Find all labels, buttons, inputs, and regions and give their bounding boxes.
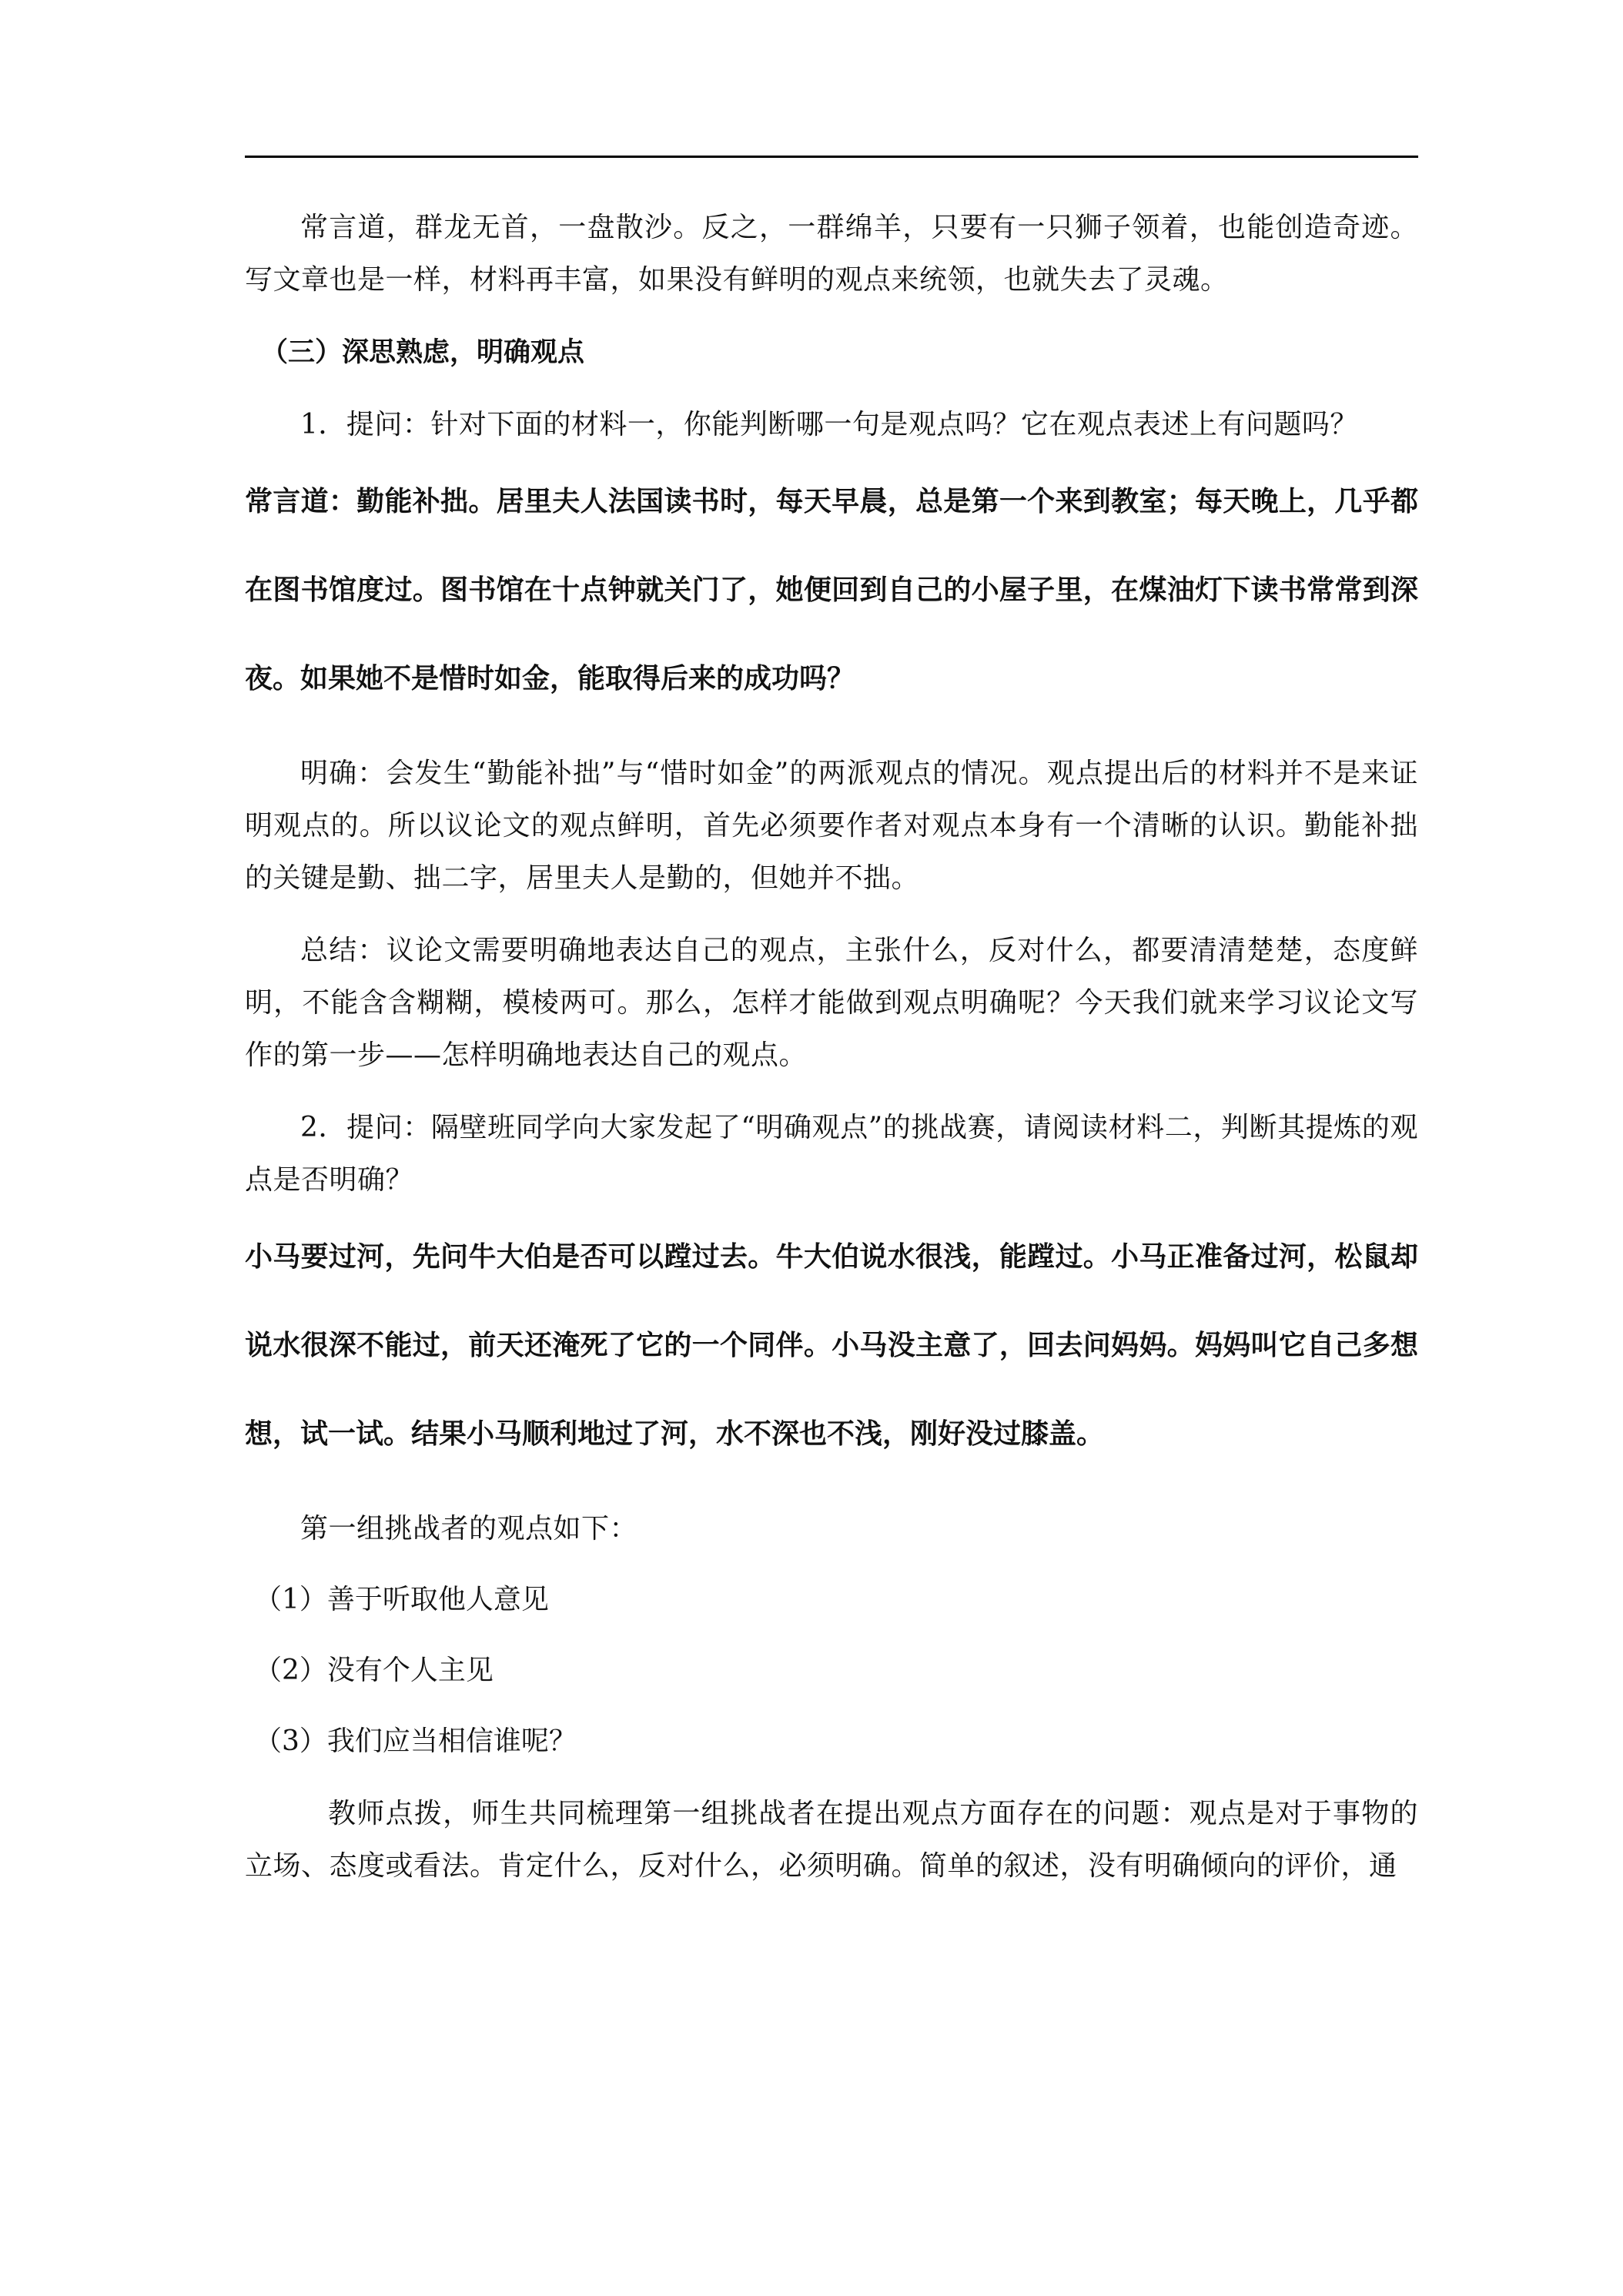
- question-1: 1．提问：针对下面的材料一，你能判断哪一句是观点吗？它在观点表述上有问题吗？: [300, 409, 1358, 440]
- document-body: [245, 202, 1418, 1893]
- clarify-paragraph: 明确：会发生“勤能补拙”与“惜时如金”的两派观点的情况。观点提出后的材料并不是来证明观点的。所以议论文的观点鲜明，首先必须要作者对观点本身有一个清晰的认识。勤能补拙的关键是勤、拙二字，居里夫人是勤的，但她并不拙。: [245, 758, 1418, 894]
- header-rule: [245, 156, 1418, 158]
- list-item: （2）没有个人主见: [254, 1655, 494, 1686]
- summary-paragraph: 总结：议论文需要明确地表达自己的观点，主张什么，反对什么，都要清清楚楚，态度鲜明，不能含含糊糊，模棱两可。那么，怎样才能做到观点明确呢？今天我们就来学习议论文写作的第一步——怎样明确地表达自己的观点。: [245, 935, 1418, 1071]
- teacher-guidance: 教师点拨，师生共同梳理第一组挑战者在提出观点方面存在的问题：观点是对于事物的立场、态度或看法。肯定什么，反对什么，必须明确。简单的叙述，没有明确倾向的评价，通: [245, 1798, 1418, 1882]
- question-2: 2．提问：隔壁班同学向大家发起了“明确观点”的挑战赛，请阅读材料二，判断其提炼的观点是否明确？: [245, 1112, 1418, 1196]
- group-one-intro: 第一组挑战者的观点如下：: [300, 1513, 638, 1545]
- list-item: （1）善于听取他人意见: [254, 1584, 549, 1615]
- list-item: （3）我们应当相信谁呢？: [254, 1725, 577, 1757]
- group-one-list: [245, 1565, 1418, 1777]
- material-two: 小马要过河，先问牛大伯是否可以蹚过去。牛大伯说水很浅，能蹚过。小马正准备过河，松鼠却说水很深不能过，前天还淹死了它的一个同伴。小马没主意了，回去问妈妈。妈妈叫它自己多想想，试一试。结果小马顺利地过了河，水不深也不浅，刚好没过膝盖。: [245, 1241, 1418, 1450]
- section-heading: （三）深思熟虑，明确观点: [261, 337, 585, 368]
- material-one: 常言道：勤能补拙。居里夫人法国读书时，每天早晨，总是第一个来到教室；每天晚上，几乎都在图书馆度过。图书馆在十点钟就关门了，她便回到自己的小屋子里，在煤油灯下读书常常到深夜。如果她不是惜时如金，能取得后来的成功吗？: [245, 486, 1418, 694]
- intro-paragraph: 常言道，群龙无首，一盘散沙。反之，一群绵羊，只要有一只狮子领着，也能创造奇迹。写文章也是一样，材料再丰富，如果没有鲜明的观点来统领，也就失去了灵魂。: [245, 212, 1418, 296]
